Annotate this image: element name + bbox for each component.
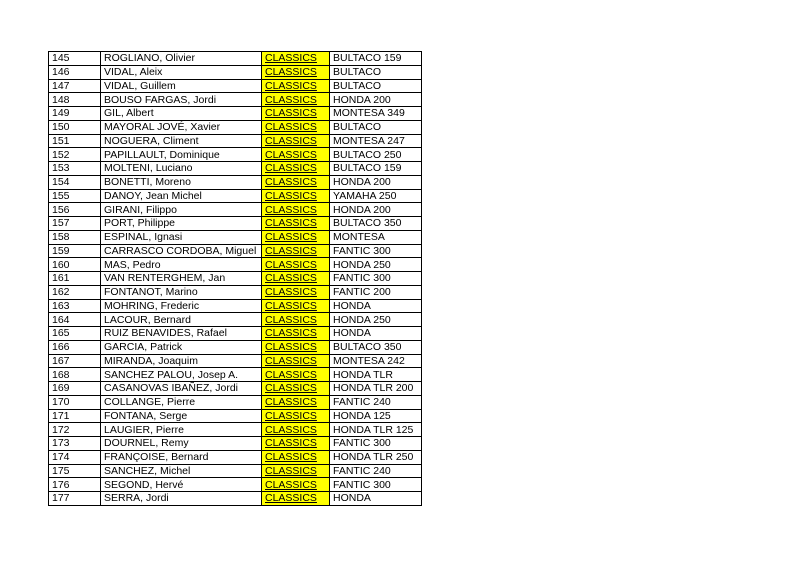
entry-number-cell [49,162,101,176]
entry-number-text: 153 [52,162,70,175]
category-cell [262,175,330,189]
category-text: CLASSICS [265,464,317,477]
motorcycle-cell [330,79,422,93]
motorcycle-text: FANTIC 300 [333,437,391,450]
entry-number-cell [49,409,101,423]
entry-number-text: 167 [52,354,70,367]
rider-name-cell [101,299,262,313]
motorcycle-text: MONTESA [333,231,385,244]
motorcycle-text: BULTACO 159 [333,162,402,175]
table-row [49,423,422,437]
category-cell [262,368,330,382]
rider-name-cell [101,148,262,162]
category-cell [262,203,330,217]
entry-number-cell [49,258,101,272]
motorcycle-cell [330,340,422,354]
motorcycle-cell [330,244,422,258]
entry-number-cell [49,395,101,409]
category-text: CLASSICS [265,148,317,161]
entry-number-text: 155 [52,189,70,202]
entry-number-cell [49,79,101,93]
entry-number-cell [49,93,101,107]
motorcycle-text: FANTIC 300 [333,244,391,257]
motorcycle-cell [330,450,422,464]
category-cell [262,395,330,409]
table-row [49,120,422,134]
motorcycle-text: FANTIC 300 [333,478,391,491]
motorcycle-cell [330,409,422,423]
rider-name-cell [101,230,262,244]
entry-number-cell [49,478,101,492]
rider-name-cell [101,450,262,464]
entry-number-text: 170 [52,396,70,409]
table-row [49,230,422,244]
entry-number-cell [49,217,101,231]
category-cell [262,409,330,423]
motorcycle-cell [330,148,422,162]
category-text: CLASSICS [265,478,317,491]
category-text: CLASSICS [265,368,317,381]
entry-number-cell [49,340,101,354]
category-cell [262,217,330,231]
rider-name-cell [101,409,262,423]
rider-name-text: NOGUERA, Climent [104,134,199,147]
table-row [49,382,422,396]
rider-name-cell [101,327,262,341]
motorcycle-text: FANTIC 240 [333,396,391,409]
table-row [49,285,422,299]
rider-name-text: SEGOND, Hervé [104,478,184,491]
category-text: CLASSICS [265,93,317,106]
entry-number-text: 169 [52,382,70,395]
rider-name-cell [101,93,262,107]
motorcycle-text: BULTACO 159 [333,52,402,65]
entry-number-text: 159 [52,244,70,257]
motorcycle-cell [330,120,422,134]
category-cell [262,272,330,286]
category-cell [262,464,330,478]
entry-number-text: 146 [52,66,70,79]
rider-name-text: LACOUR, Bernard [104,313,191,326]
rider-name-text: DOURNEL, Remy [104,437,189,450]
rider-name-text: GIL, Albert [104,107,154,120]
category-cell [262,230,330,244]
rider-name-text: SANCHEZ, Michel [104,464,191,477]
rider-name-text: GIRANI, Filippo [104,203,177,216]
motorcycle-cell [330,217,422,231]
motorcycle-cell [330,203,422,217]
entry-number-text: 158 [52,231,70,244]
motorcycle-cell [330,299,422,313]
motorcycle-text: HONDA 125 [333,409,391,422]
motorcycle-cell [330,423,422,437]
rider-name-text: ESPINAL, Ignasi [104,231,183,244]
category-text: CLASSICS [265,396,317,409]
rider-name-text: DANOY, Jean Michel [104,189,202,202]
entry-number-text: 156 [52,203,70,216]
rider-name-cell [101,272,262,286]
rider-name-cell [101,478,262,492]
entry-number-text: 176 [52,478,70,491]
motorcycle-cell [330,478,422,492]
table-row [49,299,422,313]
table-row [49,478,422,492]
motorcycle-text: MONTESA 247 [333,134,405,147]
category-text: CLASSICS [265,79,317,92]
table-row [49,368,422,382]
category-text: CLASSICS [265,217,317,230]
table-row [49,175,422,189]
motorcycle-text: HONDA 250 [333,313,391,326]
category-text: CLASSICS [265,327,317,340]
category-text: CLASSICS [265,313,317,326]
entry-number-cell [49,354,101,368]
entry-number-text: 150 [52,121,70,134]
rider-name-cell [101,395,262,409]
table-row [49,327,422,341]
category-text: CLASSICS [265,382,317,395]
motorcycle-cell [330,93,422,107]
rider-name-cell [101,203,262,217]
motorcycle-cell [330,354,422,368]
category-cell [262,437,330,451]
table-row [49,244,422,258]
category-cell [262,340,330,354]
table-row [49,313,422,327]
category-text: CLASSICS [265,189,317,202]
motorcycle-text: MONTESA 349 [333,107,405,120]
entry-number-cell [49,285,101,299]
entry-number-text: 161 [52,272,70,285]
rider-name-cell [101,340,262,354]
entry-number-text: 160 [52,258,70,271]
motorcycle-cell [330,52,422,66]
category-cell [262,285,330,299]
motorcycle-cell [330,285,422,299]
rider-name-cell [101,79,262,93]
motorcycle-cell [330,313,422,327]
category-cell [262,354,330,368]
entry-number-text: 168 [52,368,70,381]
motorcycle-text: HONDA TLR 250 [333,451,414,464]
table-row [49,272,422,286]
category-text: CLASSICS [265,66,317,79]
entry-number-text: 171 [52,409,70,422]
entry-number-text: 173 [52,437,70,450]
category-cell [262,134,330,148]
category-cell [262,52,330,66]
category-cell [262,313,330,327]
category-text: CLASSICS [265,231,317,244]
rider-name-text: CARRASCO CORDOBA, Miguel [104,244,257,257]
entry-number-text: 145 [52,52,70,65]
table-row [49,134,422,148]
entry-number-cell [49,230,101,244]
motorcycle-text: HONDA [333,327,371,340]
entry-number-cell [49,327,101,341]
rider-name-text: MOHRING, Frederic [104,299,200,312]
entry-number-cell [49,107,101,121]
category-cell [262,93,330,107]
motorcycle-text: BULTACO [333,66,382,79]
category-cell [262,120,330,134]
rider-name-text: FONTANA, Serge [104,409,188,422]
category-cell [262,162,330,176]
entry-number-cell [49,52,101,66]
motorcycle-cell [330,327,422,341]
rider-name-cell [101,258,262,272]
motorcycle-cell [330,272,422,286]
entry-number-text: 164 [52,313,70,326]
rider-name-cell [101,120,262,134]
entry-number-text: 154 [52,176,70,189]
entry-number-cell [49,492,101,506]
table-row [49,258,422,272]
rider-name-text: PAPILLAULT, Dominique [104,148,220,161]
motorcycle-text: HONDA 250 [333,258,391,271]
motorcycle-text: HONDA TLR 125 [333,423,414,436]
motorcycle-text: BULTACO 350 [333,341,402,354]
category-cell [262,148,330,162]
category-cell [262,258,330,272]
table-row [49,162,422,176]
motorcycle-text: FANTIC 240 [333,464,391,477]
motorcycle-cell [330,230,422,244]
entry-number-cell [49,65,101,79]
entry-number-text: 147 [52,79,70,92]
motorcycle-cell [330,437,422,451]
entry-number-text: 175 [52,464,70,477]
table-row [49,52,422,66]
motorcycle-text: BULTACO [333,79,382,92]
motorcycle-cell [330,162,422,176]
table-row [49,437,422,451]
category-text: CLASSICS [265,299,317,312]
rider-name-text: COLLANGE, Pierre [104,396,196,409]
category-text: CLASSICS [265,341,317,354]
rider-name-text: LAUGIER, Pierre [104,423,184,436]
category-text: CLASSICS [265,162,317,175]
rider-name-cell [101,368,262,382]
rider-name-cell [101,437,262,451]
entry-number-cell [49,203,101,217]
category-text: CLASSICS [265,423,317,436]
rider-name-text: SERRA, Jordi [104,492,169,505]
entry-list-body [49,52,422,506]
rider-name-text: VIDAL, Aleix [104,66,163,79]
entry-number-cell [49,244,101,258]
entry-number-text: 177 [52,492,70,505]
motorcycle-cell [330,492,422,506]
rider-name-text: PORT, Philippe [104,217,176,230]
motorcycle-text: BULTACO 350 [333,217,402,230]
motorcycle-text: HONDA 200 [333,203,391,216]
rider-name-cell [101,189,262,203]
category-text: CLASSICS [265,437,317,450]
rider-name-text: MAS, Pedro [104,258,161,271]
category-cell [262,492,330,506]
rider-name-text: GARCIA, Patrick [104,341,183,354]
rider-name-text: ROGLIANO, Olivier [104,52,196,65]
rider-name-text: MIRANDA, Joaquim [104,354,198,367]
entry-number-text: 166 [52,341,70,354]
rider-name-cell [101,134,262,148]
entry-number-text: 163 [52,299,70,312]
entry-number-text: 165 [52,327,70,340]
rider-name-text: CASANOVAS IBAÑEZ, Jordi [104,382,239,395]
rider-name-text: BONETTI, Moreno [104,176,191,189]
motorcycle-cell [330,134,422,148]
rider-name-cell [101,285,262,299]
category-text: CLASSICS [265,409,317,422]
motorcycle-cell [330,382,422,396]
entry-number-cell [49,382,101,396]
category-text: CLASSICS [265,258,317,271]
category-text: CLASSICS [265,203,317,216]
rider-name-text: MOLTENI, Luciano [104,162,193,175]
entry-number-cell [49,175,101,189]
rider-name-cell [101,492,262,506]
rider-name-cell [101,52,262,66]
rider-name-cell [101,244,262,258]
entry-number-text: 151 [52,134,70,147]
table-row [49,395,422,409]
rider-name-cell [101,464,262,478]
category-text: CLASSICS [265,286,317,299]
motorcycle-text: HONDA TLR 200 [333,382,414,395]
motorcycle-cell [330,258,422,272]
category-cell [262,65,330,79]
rider-name-text: FONTANOT, Marino [104,286,198,299]
motorcycle-text: HONDA 200 [333,176,391,189]
motorcycle-cell [330,189,422,203]
entry-number-cell [49,148,101,162]
motorcycle-text: HONDA [333,492,371,505]
table-row [49,354,422,368]
rider-name-cell [101,65,262,79]
entry-number-text: 148 [52,93,70,106]
table-row [49,464,422,478]
motorcycle-text: MONTESA 242 [333,354,405,367]
rider-name-text: FRANÇOISE, Bernard [104,451,209,464]
motorcycle-text: FANTIC 200 [333,286,391,299]
motorcycle-text: BULTACO 250 [333,148,402,161]
table-row [49,409,422,423]
rider-name-text: MAYORAL JOVÉ, Xavier [104,121,221,134]
category-cell [262,79,330,93]
entry-number-cell [49,272,101,286]
rider-name-text: BOUSO FARGAS, Jordi [104,93,217,106]
category-text: CLASSICS [265,272,317,285]
rider-name-cell [101,162,262,176]
motorcycle-cell [330,464,422,478]
entry-number-text: 152 [52,148,70,161]
category-text: CLASSICS [265,134,317,147]
entry-number-cell [49,368,101,382]
motorcycle-text: HONDA 200 [333,93,391,106]
entry-number-cell [49,313,101,327]
category-cell [262,244,330,258]
motorcycle-text: FANTIC 300 [333,272,391,285]
table-row [49,148,422,162]
rider-name-cell [101,382,262,396]
rider-name-cell [101,313,262,327]
motorcycle-text: BULTACO [333,121,382,134]
table-row [49,340,422,354]
entry-number-cell [49,450,101,464]
entry-number-text: 149 [52,107,70,120]
table-row [49,65,422,79]
rider-name-text: SANCHEZ PALOU, Josep A. [104,368,239,381]
rider-name-cell [101,175,262,189]
table-row [49,107,422,121]
category-cell [262,423,330,437]
rider-name-cell [101,217,262,231]
entry-number-cell [49,120,101,134]
motorcycle-text: HONDA TLR [333,368,393,381]
category-text: CLASSICS [265,52,317,65]
category-text: CLASSICS [265,492,317,505]
entry-list-table [48,51,422,506]
motorcycle-text: HONDA [333,299,371,312]
table-row [49,203,422,217]
table-row [49,492,422,506]
rider-name-text: RUIZ BENAVIDES, Rafael [104,327,227,340]
table-row [49,450,422,464]
rider-name-text: VAN RENTERGHEM, Jan [104,272,226,285]
category-text: CLASSICS [265,451,317,464]
motorcycle-cell [330,175,422,189]
entry-number-text: 157 [52,217,70,230]
entry-number-text: 174 [52,451,70,464]
motorcycle-cell [330,368,422,382]
entry-number-text: 162 [52,286,70,299]
category-text: CLASSICS [265,176,317,189]
table-row [49,93,422,107]
rider-name-cell [101,354,262,368]
category-text: CLASSICS [265,107,317,120]
rider-name-text: VIDAL, Guillem [104,79,176,92]
entry-number-cell [49,299,101,313]
entry-number-cell [49,134,101,148]
rider-name-cell [101,107,262,121]
category-cell [262,382,330,396]
entry-number-cell [49,437,101,451]
category-cell [262,189,330,203]
rider-name-cell [101,423,262,437]
motorcycle-cell [330,395,422,409]
motorcycle-text: YAMAHA 250 [333,189,397,202]
motorcycle-cell [330,107,422,121]
category-cell [262,478,330,492]
entry-number-text: 172 [52,423,70,436]
category-cell [262,327,330,341]
entry-number-cell [49,189,101,203]
category-cell [262,299,330,313]
category-cell [262,450,330,464]
category-text: CLASSICS [265,121,317,134]
table-row [49,189,422,203]
category-text: CLASSICS [265,354,317,367]
category-text: CLASSICS [265,244,317,257]
entry-number-cell [49,423,101,437]
table-row [49,217,422,231]
table-row [49,79,422,93]
entry-number-cell [49,464,101,478]
category-cell [262,107,330,121]
motorcycle-cell [330,65,422,79]
